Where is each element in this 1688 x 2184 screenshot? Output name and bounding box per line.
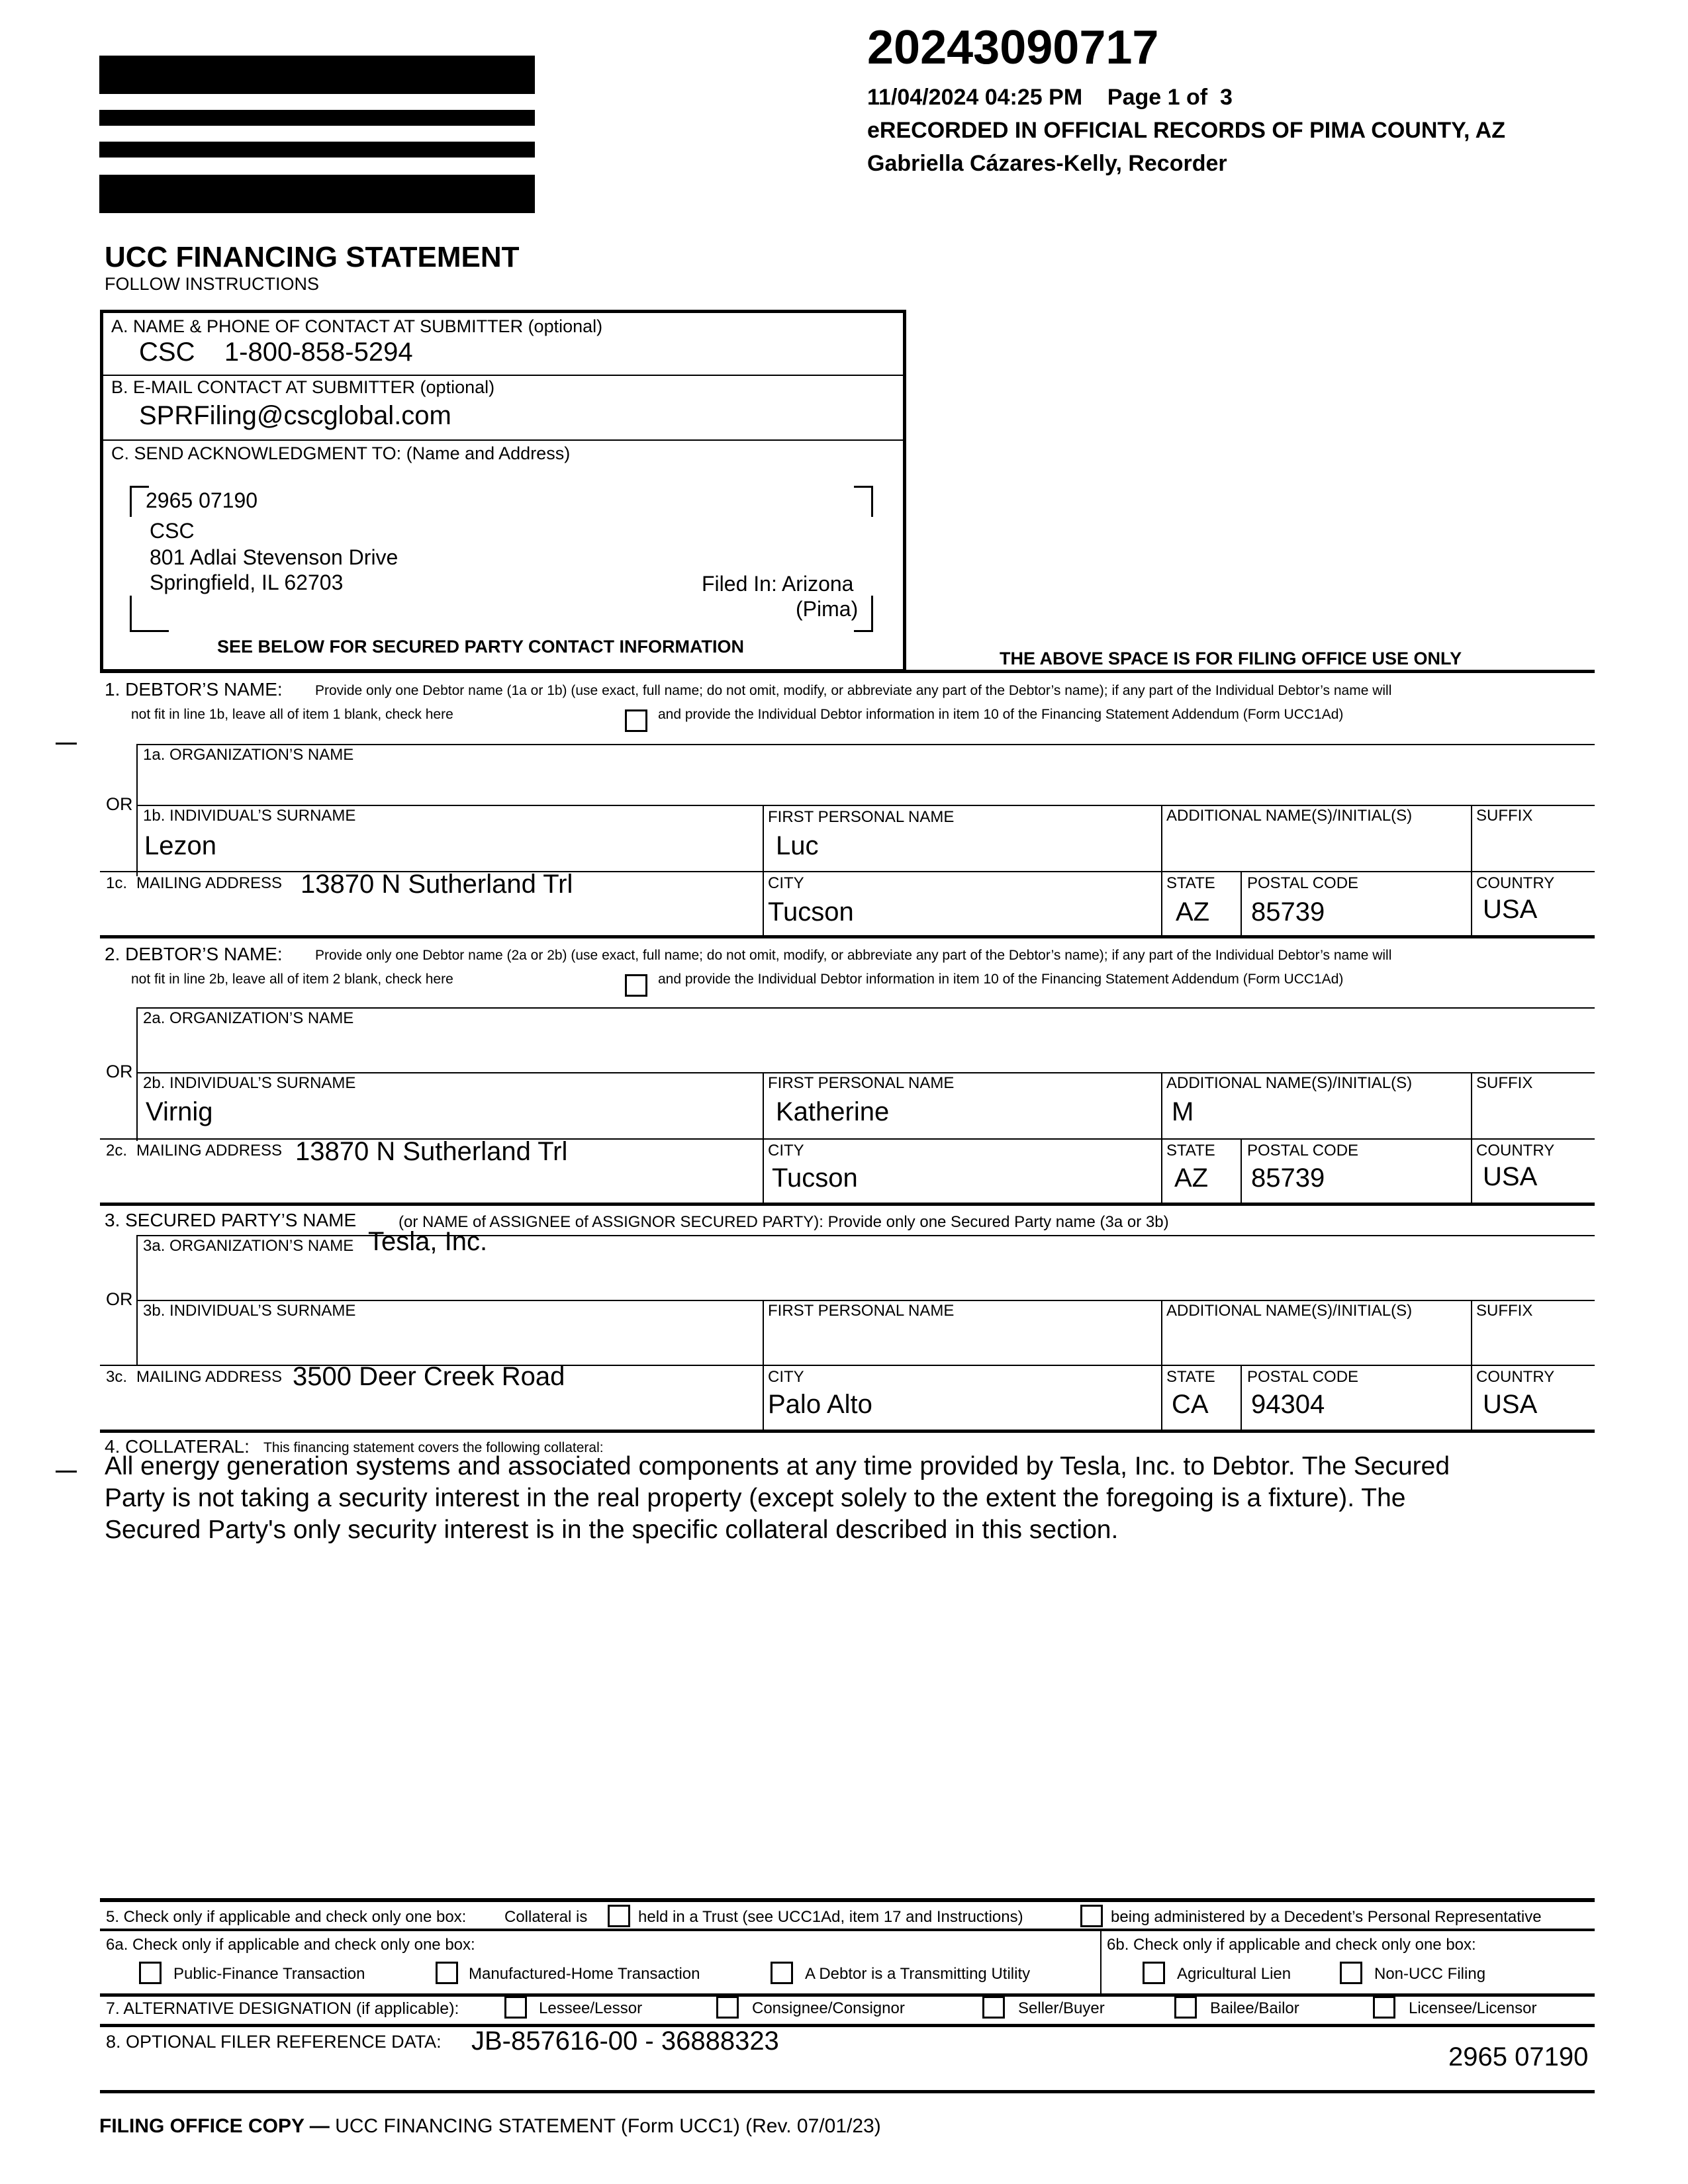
item6a-label: 6a. Check only if applicable and check only one box: xyxy=(106,1936,475,1954)
submitter-a-label: A. NAME & PHONE OF CONTACT AT SUBMITTER (optional) xyxy=(111,316,603,336)
debtor1-addendum-checkbox[interactable] xyxy=(625,709,647,732)
lessee-label: Lessee/Lessor xyxy=(539,1999,643,2017)
secured-country-label: COUNTRY xyxy=(1476,1368,1555,1386)
secured-or: OR xyxy=(106,1289,133,1309)
trust-checkbox[interactable] xyxy=(608,1905,630,1927)
recorder-line: Gabriella Cázares-Kelly, Recorder xyxy=(867,151,1227,176)
debtor1-state-label: STATE xyxy=(1166,874,1215,892)
debtor1-state: AZ xyxy=(1176,897,1210,927)
secured-heading: 3. SECURED PARTY’S NAME xyxy=(105,1210,357,1230)
debtor1-additional-label: ADDITIONAL NAME(S)/INITIAL(S) xyxy=(1166,807,1413,825)
record-date-page: 11/04/2024 04:25 PM Page 1 of 3 xyxy=(867,85,1233,110)
collateral-heading-rest: This financing statement covers the following collateral: xyxy=(263,1440,604,1455)
footer-form: UCC FINANCING STATEMENT (Form UCC1) (Rev. 07/01/23) xyxy=(335,2115,881,2137)
debtor1-heading: 1. DEBTOR’S NAME: xyxy=(105,679,283,700)
margin-tick-1 xyxy=(56,743,77,745)
debtor1-instructions-3: and provide the Individual Debtor information in item 10 of the Financing Statement Addendum (Form UCC1Ad) xyxy=(658,707,1344,722)
licensee-checkbox[interactable] xyxy=(1373,1996,1395,2019)
debtor1-instructions-2: not fit in line 1b, leave all of item 1 blank, check here xyxy=(131,707,453,722)
debtor2-first-label: FIRST PERSONAL NAME xyxy=(768,1074,955,1092)
secured-suffix-label: SUFFIX xyxy=(1476,1302,1533,1320)
debtor1-mail-label: MAILING ADDRESS xyxy=(136,874,283,892)
item8-value: JB-857616-00 - 36888323 xyxy=(471,2026,779,2056)
non-ucc-checkbox[interactable] xyxy=(1340,1962,1362,1984)
bailee-checkbox[interactable] xyxy=(1174,1996,1197,2019)
debtor1-city-label: CITY xyxy=(768,874,804,892)
debtor2-state: AZ xyxy=(1174,1163,1209,1193)
item5-decedent: being administered by a Decedent’s Personal Representative xyxy=(1111,1908,1542,1926)
section-rule-2 xyxy=(100,1203,1595,1206)
collateral-line-1: All energy generation systems and associated components at any time provided by Tesla, Inc. to Debtor. The Secured xyxy=(105,1452,1450,1480)
secured-additional-label: ADDITIONAL NAME(S)/INITIAL(S) xyxy=(1166,1302,1413,1320)
section-rule-top xyxy=(100,670,1595,673)
public-finance-label: Public-Finance Transaction xyxy=(173,1965,365,1983)
secured-org-label: 3a. ORGANIZATION’S NAME xyxy=(143,1237,354,1255)
secured-state-label: STATE xyxy=(1166,1368,1215,1386)
debtor1-or: OR xyxy=(106,794,133,814)
debtor1-mail: 13870 N Sutherland Trl xyxy=(301,870,573,899)
manufactured-home-checkbox[interactable] xyxy=(436,1962,458,1984)
secured-mail-prefix: 3c. xyxy=(106,1368,128,1386)
debtor2-country-label: COUNTRY xyxy=(1476,1142,1555,1160)
section-rule-6 xyxy=(100,1993,1595,1997)
debtor1-instructions: Provide only one Debtor name (1a or 1b) (use exact, full name; do not omit, modify, or abbreviate any part of the Debtor’s name); if any part of the Individual Debtor’s name will xyxy=(315,683,1392,698)
ack-line-2: CSC xyxy=(150,519,195,543)
bailee-label: Bailee/Bailor xyxy=(1210,1999,1299,2017)
debtor1-city: Tucson xyxy=(768,897,854,927)
filing-office-use: THE ABOVE SPACE IS FOR FILING OFFICE USE ONLY xyxy=(1000,649,1462,668)
item8-label: 8. OPTIONAL FILER REFERENCE DATA: xyxy=(106,2032,442,2052)
footer-copy: FILING OFFICE COPY — xyxy=(99,2115,330,2137)
seller-label: Seller/Buyer xyxy=(1018,1999,1105,2017)
item5-label: 5. Check only if applicable and check only one box: xyxy=(106,1908,467,1926)
bracket-bottom-left xyxy=(130,596,169,632)
debtor1-mail-prefix: 1c. xyxy=(106,874,128,892)
debtor2-mail-prefix: 2c. xyxy=(106,1142,128,1160)
recorded-line: eRECORDED IN OFFICIAL RECORDS OF PIMA COUNTY, AZ xyxy=(867,118,1506,143)
debtor1-surname: Lezon xyxy=(144,831,216,860)
item8-tracking: 2965 07190 xyxy=(1448,2042,1589,2071)
redaction-bar-3 xyxy=(99,142,535,158)
form-subtitle: FOLLOW INSTRUCTIONS xyxy=(105,274,320,294)
debtor1-suffix-label: SUFFIX xyxy=(1476,807,1533,825)
section-rule-bottom xyxy=(100,2090,1595,2093)
redaction-bar-4 xyxy=(99,175,535,213)
debtor1-postal: 85739 xyxy=(1251,897,1325,927)
secured-heading-rest: (or NAME of ASSIGNEE of ASSIGNOR SECURED PARTY): Provide only one Secured Party name (3a or 3b) xyxy=(399,1213,1169,1231)
decedent-checkbox[interactable] xyxy=(1080,1905,1103,1927)
manufactured-home-label: Manufactured-Home Transaction xyxy=(469,1965,700,1983)
consignee-label: Consignee/Consignor xyxy=(752,1999,905,2017)
secured-mail: 3500 Deer Creek Road xyxy=(293,1362,565,1391)
collateral-heading: 4. COLLATERAL: xyxy=(105,1436,250,1457)
consignee-checkbox[interactable] xyxy=(716,1996,739,2019)
item7-label: 7. ALTERNATIVE DESIGNATION (if applicable): xyxy=(106,1999,459,2018)
debtor2-mail: 13870 N Sutherland Trl xyxy=(295,1137,568,1166)
secured-first-label: FIRST PERSONAL NAME xyxy=(768,1302,955,1320)
debtor1-org-label: 1a. ORGANIZATION’S NAME xyxy=(143,746,354,764)
item5-trust: held in a Trust (see UCC1Ad, item 17 and Instructions) xyxy=(638,1908,1023,1926)
debtor2-postal: 85739 xyxy=(1251,1163,1325,1193)
submitter-contact-value: CSC 1-800-858-5294 xyxy=(139,338,413,367)
debtor2-surname-label: 2b. INDIVIDUAL’S SURNAME xyxy=(143,1074,356,1092)
debtor2-org-label: 2a. ORGANIZATION’S NAME xyxy=(143,1009,354,1027)
debtor1-first-label: FIRST PERSONAL NAME xyxy=(768,808,955,826)
redaction-bar-1 xyxy=(99,56,535,94)
submitter-email-value: SPRFiling@cscglobal.com xyxy=(139,401,451,430)
debtor1-postal-label: POSTAL CODE xyxy=(1247,874,1359,892)
transmitting-utility-label: A Debtor is a Transmitting Utility xyxy=(805,1965,1031,1983)
seller-checkbox[interactable] xyxy=(982,1996,1005,2019)
margin-tick-2 xyxy=(56,1471,77,1473)
debtor1-country-label: COUNTRY xyxy=(1476,874,1555,892)
agricultural-lien-label: Agricultural Lien xyxy=(1177,1965,1291,1983)
section-rule-3 xyxy=(100,1430,1595,1433)
secured-org: Tesla, Inc. xyxy=(368,1227,488,1256)
debtor1-surname-label: 1b. INDIVIDUAL’S SURNAME xyxy=(143,807,356,825)
item5-collateral-is: Collateral is xyxy=(504,1908,588,1926)
secured-city-label: CITY xyxy=(768,1368,804,1386)
footer xyxy=(99,2115,881,2138)
debtor2-instructions-2: not fit in line 2b, leave all of item 2 blank, check here xyxy=(131,972,453,987)
form-title: UCC FINANCING STATEMENT xyxy=(105,241,520,273)
debtor2-suffix-label: SUFFIX xyxy=(1476,1074,1533,1092)
document-number: 20243090717 xyxy=(867,21,1159,74)
see-below-note: SEE BELOW FOR SECURED PARTY CONTACT INFORMATION xyxy=(217,637,744,657)
licensee-label: Licensee/Licensor xyxy=(1409,1999,1537,2017)
section-rule-7 xyxy=(100,2024,1595,2027)
public-finance-checkbox[interactable] xyxy=(139,1962,162,1984)
secured-city: Palo Alto xyxy=(768,1390,872,1419)
section-rule-4 xyxy=(100,1898,1595,1902)
filed-in: Filed In: Arizona xyxy=(702,572,854,596)
debtor2-heading: 2. DEBTOR’S NAME: xyxy=(105,944,283,964)
debtor2-mail-label: MAILING ADDRESS xyxy=(136,1142,283,1160)
secured-country: USA xyxy=(1483,1390,1538,1419)
section-rule-5 xyxy=(100,1929,1595,1931)
secured-mail-label: MAILING ADDRESS xyxy=(136,1368,283,1386)
item6b-label: 6b. Check only if applicable and check only one box: xyxy=(1107,1936,1476,1954)
secured-postal: 94304 xyxy=(1251,1390,1325,1419)
submitter-b-label: B. E-MAIL CONTACT AT SUBMITTER (optional) xyxy=(111,377,495,397)
debtor2-instructions: Provide only one Debtor name (2a or 2b) (use exact, full name; do not omit, modify, or abbreviate any part of the Debtor’s name); if any part of the Individual Debtor’s name will xyxy=(315,948,1392,963)
secured-state: CA xyxy=(1172,1390,1209,1419)
ack-line-1: 2965 07190 xyxy=(146,488,258,512)
debtor2-additional-label: ADDITIONAL NAME(S)/INITIAL(S) xyxy=(1166,1074,1413,1092)
debtor2-surname: Virnig xyxy=(146,1097,213,1126)
section-rule-1 xyxy=(100,935,1595,938)
debtor2-city-label: CITY xyxy=(768,1142,804,1160)
debtor1-country: USA xyxy=(1483,895,1538,924)
bracket-top-right xyxy=(854,486,873,517)
debtor2-first: Katherine xyxy=(776,1097,890,1126)
debtor2-addendum-checkbox[interactable] xyxy=(625,974,647,997)
secured-postal-label: POSTAL CODE xyxy=(1247,1368,1359,1386)
debtor2-additional: M xyxy=(1172,1097,1194,1126)
transmitting-utility-checkbox[interactable] xyxy=(771,1962,793,1984)
collateral-line-3: Secured Party's only security interest is in the specific collateral described in this section. xyxy=(105,1516,1119,1544)
non-ucc-label: Non-UCC Filing xyxy=(1374,1965,1486,1983)
debtor2-country: USA xyxy=(1483,1162,1538,1191)
lessee-checkbox[interactable] xyxy=(504,1996,527,2019)
ack-line-3: 801 Adlai Stevenson Drive xyxy=(150,545,399,569)
secured-surname-label: 3b. INDIVIDUAL’S SURNAME xyxy=(143,1302,356,1320)
filed-county: (Pima) xyxy=(796,597,859,621)
submitter-c-label: C. SEND ACKNOWLEDGMENT TO: (Name and Address) xyxy=(111,443,571,463)
collateral-line-2: Party is not taking a security interest in the real property (except solely to the extent the foregoing is a fixture). The xyxy=(105,1484,1406,1512)
agricultural-lien-checkbox[interactable] xyxy=(1143,1962,1165,1984)
debtor2-state-label: STATE xyxy=(1166,1142,1215,1160)
debtor2-postal-label: POSTAL CODE xyxy=(1247,1142,1359,1160)
debtor2-city: Tucson xyxy=(772,1163,858,1193)
redaction-bar-2 xyxy=(99,110,535,126)
ack-line-4: Springfield, IL 62703 xyxy=(150,570,344,594)
debtor1-first: Luc xyxy=(776,831,819,860)
debtor2-or: OR xyxy=(106,1062,133,1081)
debtor2-instructions-3: and provide the Individual Debtor information in item 10 of the Financing Statement Addendum (Form UCC1Ad) xyxy=(658,972,1344,987)
